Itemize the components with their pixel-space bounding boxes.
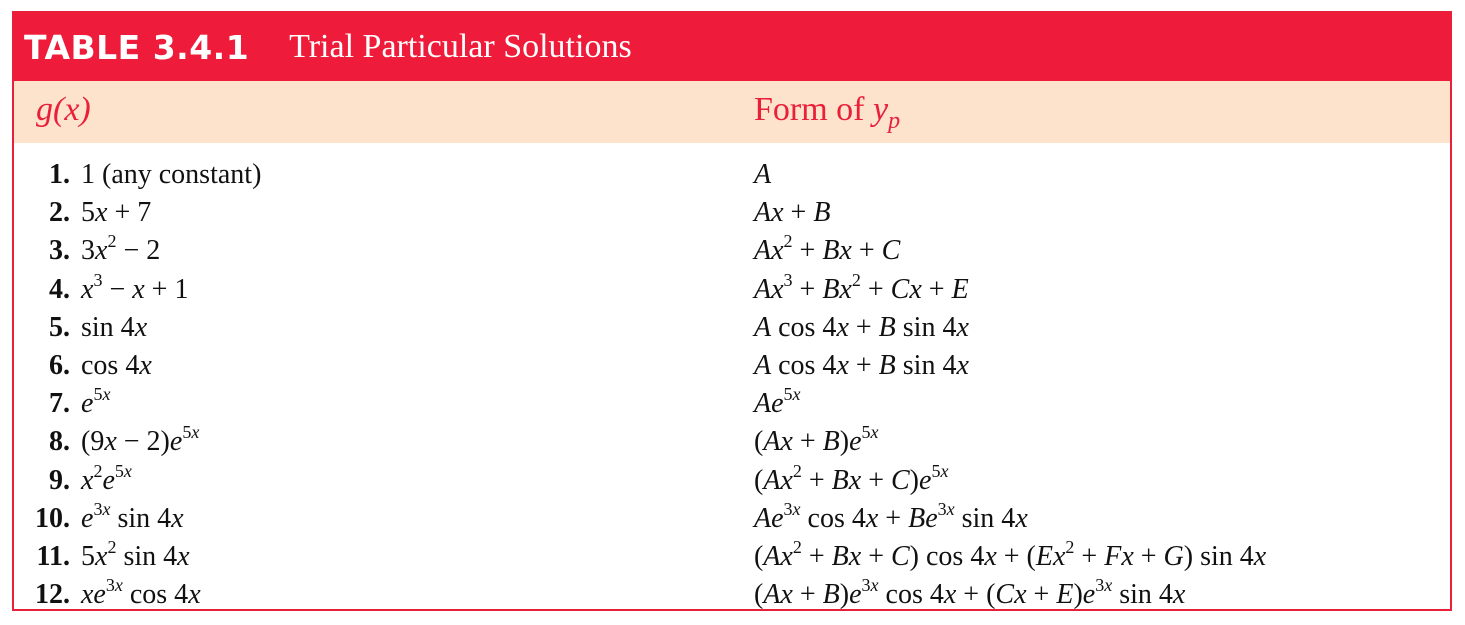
row-number: 10.: [35, 502, 70, 534]
row-yp: $Ax^2 + Bx + C$: [754, 231, 901, 267]
row-gx: $(9x - 2)e^{5x}$: [81, 422, 200, 458]
table-title-bar: [14, 13, 1450, 81]
column-header-gx: g(x): [36, 91, 91, 128]
table-row: [14, 269, 1450, 310]
row-number: 6.: [49, 349, 70, 381]
row-gx: 1 (any constant): [81, 159, 262, 190]
row-gx: $xe^{3x}$ cos 4x: [81, 575, 201, 611]
row-number: 4.: [49, 273, 70, 305]
column-header-form-sub: p: [888, 108, 901, 134]
row-yp: $(Ax + B)e^{5x}$: [754, 422, 879, 458]
row-number: 2.: [49, 197, 70, 229]
row-yp: $Ax^3 + Bx^2 + Cx + E$: [754, 269, 969, 305]
row-number: 7.: [49, 388, 70, 420]
row-gx: $x^2e^{5x}$: [81, 460, 132, 496]
column-header-form-var: y: [873, 91, 889, 128]
row-yp: A cos 4x + B sin 4x: [754, 311, 969, 343]
table-row: [14, 310, 1450, 348]
table-body: [14, 143, 1450, 615]
row-gx: $5x^2$ sin 4x: [81, 536, 190, 572]
table-title: Trial Particular Solutions: [289, 28, 632, 65]
row-gx: sin 4x: [81, 311, 148, 343]
table-header-row: [14, 81, 1450, 143]
row-yp: $Ae^{3x}$ $\cos 4x + Be^{3x}$ sin 4x: [754, 498, 1028, 534]
row-yp: A: [754, 159, 772, 190]
row-gx: $e^{5x}$: [81, 384, 111, 420]
table-row: [14, 386, 1450, 424]
table-row: [14, 536, 1450, 577]
table-row: [14, 233, 1450, 271]
row-gx: $x^3 - x + 1$: [81, 269, 189, 305]
row-yp: Ax + B: [754, 197, 831, 229]
row-gx: cos 4x: [81, 349, 152, 381]
table-row: [14, 195, 1450, 233]
row-number: 1.: [49, 159, 70, 190]
row-number: 11.: [36, 540, 70, 572]
table-3-4-1: [12, 11, 1452, 611]
row-number: 3.: [49, 235, 70, 267]
column-header-form: [754, 91, 900, 135]
table-row: [14, 498, 1450, 539]
table-label: TABLE 3.4.1: [24, 27, 250, 67]
row-yp: A cos 4x + B sin 4x: [754, 349, 969, 381]
row-number: 5.: [49, 311, 70, 343]
row-gx: $3x^2 - 2$: [81, 231, 161, 267]
table-row: [14, 424, 1450, 462]
row-yp: $(Ax^2 + Bx + C)$ $\cos 4x + (Ex^2 + Fx + G)$ sin 4x: [754, 536, 1267, 572]
row-yp: $(Ax^2 + Bx + C)e^{5x}$: [754, 460, 949, 496]
table-row: [14, 460, 1450, 501]
column-header-form-prefix: Form of: [754, 91, 873, 128]
row-gx: 5x + 7: [81, 197, 152, 229]
table-row: [14, 577, 1450, 615]
row-number: 12.: [35, 579, 70, 611]
table-row: [14, 348, 1450, 386]
row-gx: $e^{3x}$ sin 4x: [81, 498, 184, 534]
table-row: [14, 157, 1450, 195]
row-yp: $Ae^{5x}$: [754, 384, 801, 420]
row-number: 8.: [49, 426, 70, 458]
row-number: 9.: [49, 464, 70, 496]
row-yp: $(Ax + B)e^{3x}$ $\cos 4x + (Cx + E)e^{3x}$ sin 4x: [754, 575, 1186, 611]
